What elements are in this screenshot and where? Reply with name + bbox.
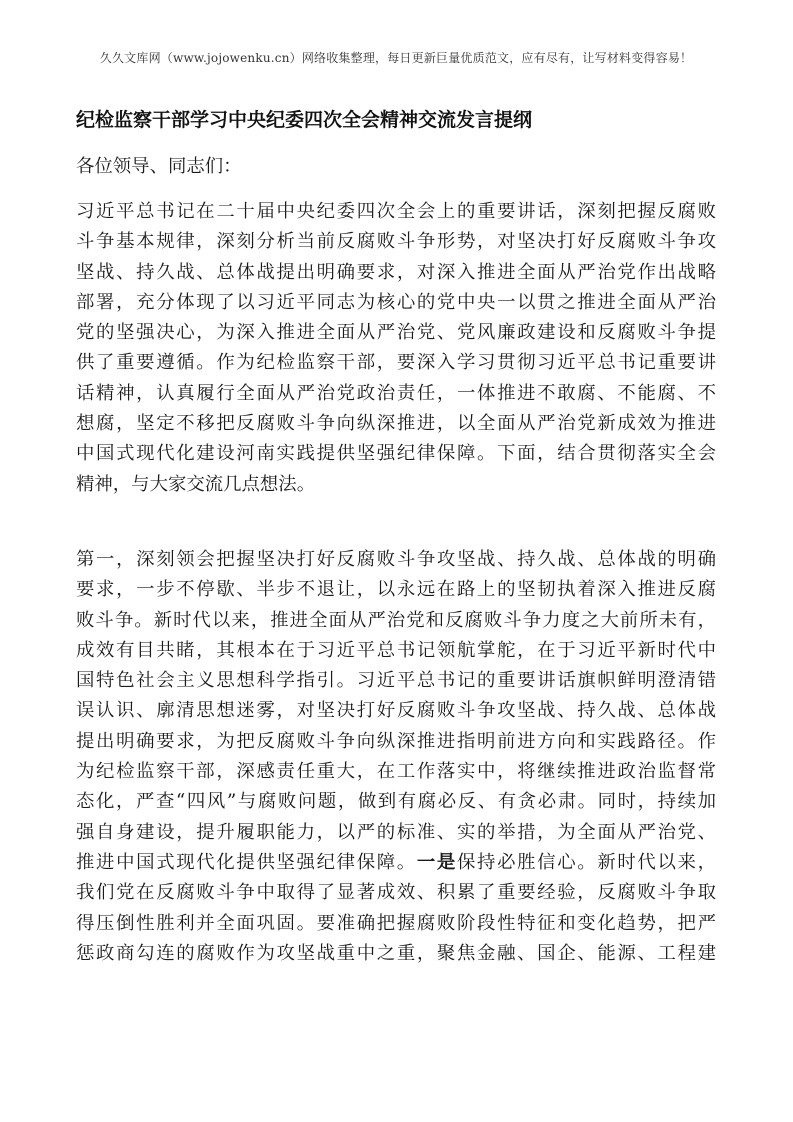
paragraph-line: 党的坚强决心，为深入推进全面从严治党、党风廉政建设和反腐败斗争提 xyxy=(76,322,716,344)
paragraph-line: 话精神，认真履行全面从严治党政治责任，一体推进不敢腐、不能腐、不 xyxy=(76,382,716,404)
paragraph-line: 惩政商勾连的腐败作为攻坚战重中之重，聚焦金融、国企、能源、工程建 xyxy=(76,942,716,964)
paragraph-line: 坚战、持久战、总体战提出明确要求，对深入推进全面从严治党作出战略 xyxy=(76,261,716,283)
paragraph-line: 我们党在反腐败斗争中取得了显著成效、积累了重要经验，反腐败斗争取 xyxy=(76,882,716,904)
paragraph-line: 斗争基本规律，深刻分析当前反腐败斗争形势，对坚决打好反腐败斗争攻 xyxy=(76,231,716,253)
bold-lead-text: 一是 xyxy=(416,851,457,873)
paragraph-line: 态化，严查“四风”与腐败问题，做到有腐必反、有贪必肃。同时，持续加 xyxy=(76,791,716,813)
paragraph-line: 第一，深刻领会把握坚决打好反腐败斗争攻坚战、持久战、总体战的明确 xyxy=(76,549,716,570)
paragraph-line: 习近平总书记在二十届中央纪委四次全会上的重要讲话，深刻把握反腐败 xyxy=(76,201,716,222)
paragraph-line: 想腐，坚定不移把反腐败斗争向纵深推进，以全面从严治党新成效为推进 xyxy=(76,413,716,435)
paragraph-line: 部署，充分体现了以习近平同志为核心的党中央一以贯之推进全面从严治 xyxy=(76,291,716,313)
paragraph-line: 要求，一步不停歇、半步不退让，以永远在路上的坚韧执着深入推进反腐 xyxy=(76,579,716,601)
paragraph-line: 提出明确要求，为把反腐败斗争向纵深推进指明前进方向和实践路径。作 xyxy=(76,730,716,752)
document-title: 纪检监察干部学习中央纪委四次全会精神交流发言提纲 xyxy=(76,109,533,131)
paragraph-line: 强自身建设，提升履职能力，以严的标准、实的举措，为全面从严治党、 xyxy=(76,821,716,843)
paragraph-line: 败斗争。新时代以来，推进全面从严治党和反腐败斗争力度之大前所未有， xyxy=(76,609,716,631)
paragraph-line: 误认识、廓清思想迷雾，对坚决打好反腐败斗争攻坚战、持久战、总体战 xyxy=(76,700,716,722)
paragraph-line: 精神，与大家交流几点想法。 xyxy=(76,473,316,495)
paragraph-line-mixed xyxy=(76,848,716,878)
paragraph-2 xyxy=(76,545,716,969)
paragraph-line: 国特色社会主义思想科学指引。习近平总书记的重要讲话旗帜鲜明澄清错 xyxy=(76,670,716,692)
paragraph-line: 供了重要遵循。作为纪检监察干部，要深入学习贯彻习近平总书记重要讲 xyxy=(76,352,716,374)
paragraph-1 xyxy=(76,197,716,500)
paragraph-line: 中国式现代化建设河南实践提供坚强纪律保障。下面，结合贯彻落实全会 xyxy=(76,443,716,465)
paragraph-line: 得压倒性胜利并全面巩固。要准确把握腐败阶段性特征和变化趋势，把严 xyxy=(76,912,716,934)
paragraph-line: 为纪检监察干部，深感责任重大，在工作落实中，将继续推进政治监督常 xyxy=(76,761,716,783)
salutation: 各位领导、同志们： xyxy=(76,156,242,177)
paragraph-line: 成效有目共睹，其根本在于习近平总书记领航掌舵，在于习近平新时代中 xyxy=(76,639,716,661)
line-text: 保持必胜信心。新时代以来， xyxy=(456,851,716,873)
line-text: 推进中国式现代化提供坚强纪律保障。 xyxy=(76,851,417,873)
header-note: 久久文库网（www.jojowenku.cn）网络收集整理，每日更新巨量优质范文，应有尽有，让写材料变得容易！ xyxy=(99,51,693,65)
